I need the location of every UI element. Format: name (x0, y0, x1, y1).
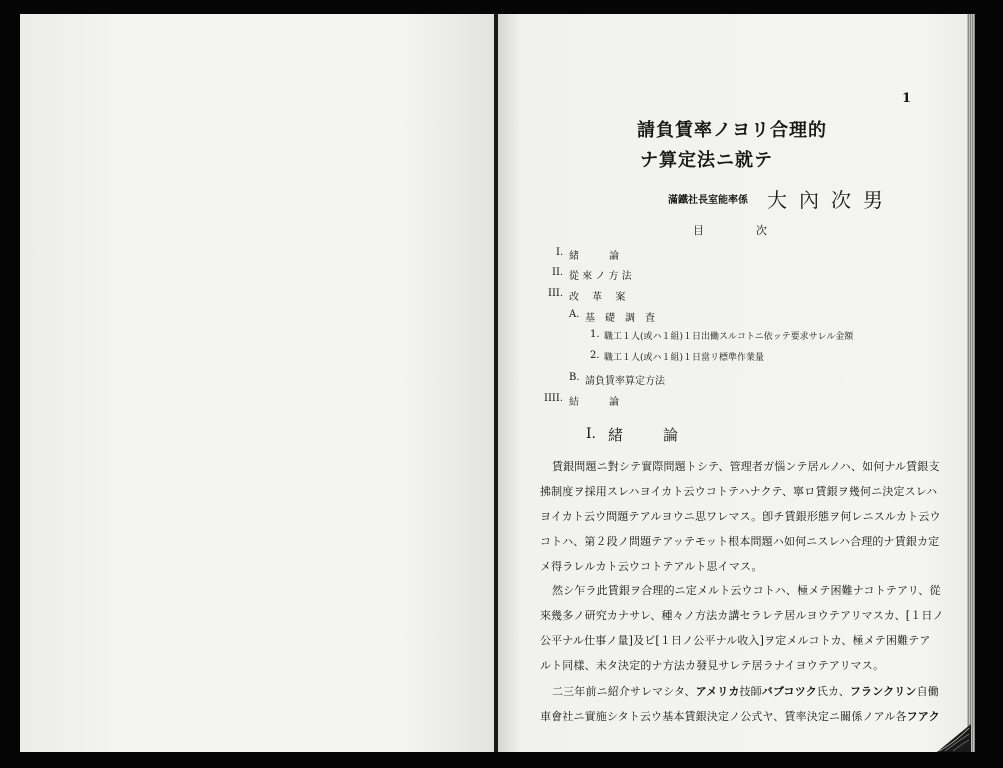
toc-heading: 目次 (693, 224, 819, 237)
emphasis-name: フランクリン (849, 685, 917, 698)
body-line (540, 708, 940, 724)
body-text: 自働 (916, 685, 939, 698)
body-text: 車會社ニ實施シタト云ウ基本賃銀決定ノ公式ヤ、賃率決定ニ關係ノアル各 (540, 710, 907, 723)
body-text: 技師 (739, 685, 762, 698)
author-name: 大內次男 (767, 188, 895, 212)
toc-item: 請負賃率算定方法 (585, 376, 665, 387)
body-text: 二三年前ニ紹介サレマシタ、 (552, 685, 696, 698)
article-title-line-1: 請負賃率ノヨリ合理的 (637, 120, 827, 141)
page-corner-curl (935, 722, 971, 752)
body-line (552, 683, 939, 699)
toc-item: 結 論 (569, 397, 619, 408)
toc-item: 職工１人(或ハ１組)１日出働スルコトニ依ッテ要求サレル金額 (604, 332, 854, 342)
toc-item-num: A. (569, 309, 580, 320)
toc-item-num: I. (556, 247, 564, 258)
body-line: メ得ラレルカト云ウコトテアルト思イマス。 (540, 560, 763, 573)
emphasis-name: アメリカ (695, 685, 740, 698)
body-line: 來幾多ノ研究カナサレ、種々ノ方法カ講セラレテ居ルヨウテアリマスカ、[１日ノ (540, 609, 944, 622)
toc-item-num: IIII. (544, 393, 563, 404)
toc-item: 改 革 案 (569, 292, 626, 303)
body-line: 拂制度ヲ採用スレハヨイカト云ウコトテハナクテ、寧ロ賃銀ヲ幾何ニ決定スレハ (540, 485, 938, 498)
author-affiliation: 滿鐵社長室能率係 (668, 195, 748, 206)
toc-item-num: III. (548, 288, 564, 299)
body-line: コトハ、第２段ノ問題テアッテモット根本問題ハ如何ニスレハ合理的ナ賃銀カ定 (540, 535, 940, 548)
toc-item-num: II. (552, 267, 564, 278)
toc-item-num: 2. (590, 350, 600, 361)
toc-item: 基 礎 調 査 (585, 313, 655, 324)
body-line: 然シ乍ラ此賃銀ヲ合理的ニ定メルト云ウコトハ、極メテ困難ナコトテアリ、從 (552, 584, 941, 597)
left-blank-page (20, 14, 496, 752)
section-title: 緒論 (608, 426, 719, 444)
emphasis-name: フアク (906, 710, 940, 723)
section-number: I. (586, 426, 596, 442)
toc-item: 從 來 ノ 方 法 (569, 271, 632, 282)
page-edges (967, 14, 975, 752)
body-line: ヨイカト云ウ問題テアルヨウニ思ワレマス。卽チ賃銀形態ヲ何レニスルカト云ウ (540, 510, 941, 523)
page-number: 1 (902, 91, 912, 106)
toc-item-num: B. (569, 372, 580, 383)
body-line: ルト同樣、未タ決定的ナ方法カ發見サレテ居ラナイヨウテアリマス。 (540, 659, 885, 672)
toc-item-num: 1. (590, 329, 600, 340)
article-title-line-2: ナ算定法ニ就テ (640, 150, 773, 171)
body-line: 賃銀問題ニ對シテ實際問題トシテ、管理者ガ惱ンテ居ルノハ、如何ナル賃銀支 (552, 460, 940, 473)
body-text: 氏カ、 (816, 685, 850, 698)
emphasis-name: バブコツク (761, 685, 817, 698)
toc-item: 職工１人(或ハ１組)１日當リ標準作業量 (604, 353, 765, 363)
toc-item: 緒 論 (569, 251, 619, 262)
body-line: 公平ナル仕事ノ量]及ビ[１日ノ公平ナル收入]ヲ定メルコトカ、極メテ困難テア (540, 634, 931, 647)
